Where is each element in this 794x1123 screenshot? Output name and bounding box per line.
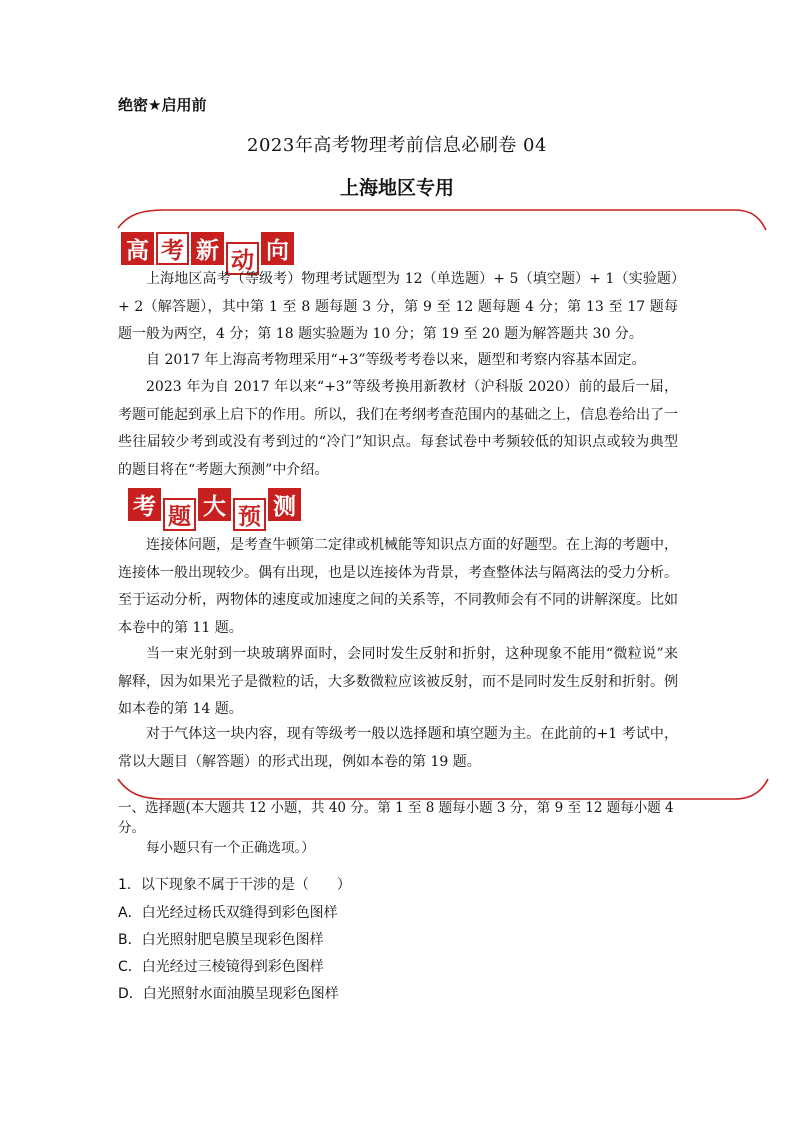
badge-exam-prediction [128,488,303,531]
frame-top-curve [118,210,766,230]
secret-label: 绝密★启用前 [118,96,207,114]
paragraph: 当一束光射到一块玻璃界面时，会同时发生反射和折射，这种现象不能用“微粒说”来解释，因为如果光子是微粒的话，大多数微粒应该被反射，而不是同时发生反射和折射。例如本卷的第 14 题。 [118,646,678,717]
badge-char: 新 [191,232,224,265]
paragraph: 连接体问题，是考查牛顿第二定律或机械能等知识点方面的好题型。在上海的考题中，连接体一般出现较少。偶有出现，也是以连接体为背景，考查整体法与隔离法的受力分析。至于运动分析，两物体的速度或加速度之间的关系等，不同教师会有不同的讲解深度。比如本卷中的第 11 题。 [118,537,678,636]
page-title: 2023年高考物理考前信息必刷卷 04 [247,135,547,156]
option-c: C．白光经过三棱镜得到彩色图样 [118,959,324,975]
section-heading-lead: 一、选择题 [118,800,186,816]
badge-char: 大 [198,488,231,521]
paragraph: 上海地区高考（等级考）物理考试题型为 12（单选题）+ 5（填空题）+ 1（实验题）+ 2（解答题），其中第 1 至 8 题每题 3 分，第 9 至 12 题每题 4 分；第 13 至 17 题每题一般为两空，4 分；第 18 题实验题为 10 分；第 19 至 20 题为解答题共 30 分。 [118,271,678,342]
option-d: D．白光照射水面油膜呈现彩色图样 [118,986,339,1002]
section-note: 每小题只有一个正确选项。） [146,840,315,856]
option-b: B．白光照射肥皂膜呈现彩色图样 [118,932,324,948]
page-subtitle: 上海地区专用 [339,177,454,199]
badge-char: 高 [121,232,154,265]
badge-char: 考 [128,488,161,521]
section-heading-text: (本大题共 12 小题，共 40 分。第 1 至 8 题每小题 3 分，第 9 至 12 题每小题 4 分。 [118,800,674,836]
badge-char: 向 [261,232,294,265]
paragraph: 对于气体这一块内容，现有等级考一般以选择题和填空题为主。在此前的+1 考试中，常以大题目（解答题）的形式出现，例如本卷的第 19 题。 [118,726,678,770]
badge-char: 动 [226,242,259,275]
badge-char: 预 [233,498,266,531]
section-heading [118,796,698,836]
paragraph: 自 2017 年上海高考物理采用“+3”等级考考卷以来，题型和考察内容基本固定。 [146,352,646,368]
badge-char: 题 [163,498,196,531]
badge-char: 测 [268,488,301,521]
badge-char: 考 [156,232,189,265]
paragraph: 2023 年为自 2017 年以来“+3”等级考换用新教材（沪科版 2020）前的最后一届，考题可能起到承上启下的作用。所以，我们在考纲考查范围内的基础之上，信息卷给出了一些往届较少考到或没有考到过的“冷门”知识点。每套试卷中考频较低的知识点或较为典型的题目将在“考题大预测”中介绍。 [118,379,678,478]
option-a: A．白光经过杨氏双缝得到彩色图样 [118,905,338,921]
question-stem: 1．以下现象不属于干涉的是（ ） [118,877,351,893]
